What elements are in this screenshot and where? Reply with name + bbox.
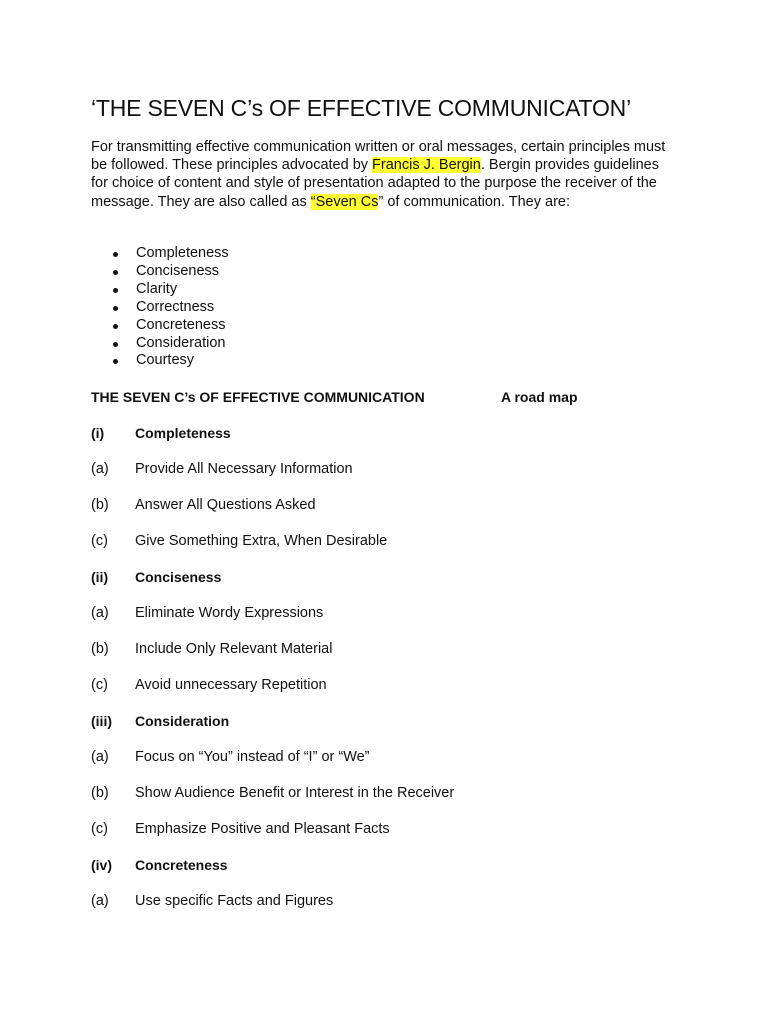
intro-text-part-3: ” of communication. They are: [378,193,571,210]
outline-text: Avoid unnecessary Repetition [135,677,327,693]
outline-text: Provide All Necessary Information [135,461,353,477]
outline-number: (b) [91,497,109,513]
highlight-seven-cs: “Seven Cs [310,193,379,210]
bullet-label: Clarity [136,280,178,297]
bullet-label: Conciseness [136,262,220,279]
bullet-item [91,352,229,370]
outline-text: Use specific Facts and Figures [135,893,334,909]
outline-number: (iv) [91,857,112,873]
bullet-dot-icon [113,288,118,293]
outline-number: (b) [91,641,109,657]
bullet-item [91,335,229,353]
bullet-label: Correctness [136,298,215,315]
outline-text: Focus on “You” instead of “I” or “We” [135,749,370,765]
bullet-item [91,281,229,299]
intro-text-part-2: . Bergin provides guidelines for choice of content and style of presentation adapted to the purpose the receiver of the message. They are also called as [91,157,659,210]
outline-text: Completeness [135,425,231,441]
bullet-label: Concreteness [136,316,226,333]
outline-text: Show Audience Benefit or Interest in the Receiver [135,785,455,801]
outline-text: Give Something Extra, When Desirable [135,533,388,549]
outline-number: (b) [91,785,109,801]
outline-number: (c) [91,677,108,693]
intro-text-part-1: For transmitting effective communication written or oral messages, certain principles must be followed. These principles advocated by [91,139,666,174]
outline-text: Concreteness [135,857,228,873]
roadmap-heading [91,388,578,406]
outline-number: (ii) [91,569,109,585]
bullet-label: Completeness [136,245,229,261]
bullet-dot-icon [113,270,118,275]
intro-paragraph [91,138,671,211]
outline-number: (a) [91,749,109,765]
bullet-dot-icon [113,359,118,364]
bullet-item [91,299,229,317]
bullet-dot-icon [113,306,118,311]
outline-text: Include Only Relevant Material [135,641,333,657]
outline-number: (iii) [91,713,112,729]
outline-text: Conciseness [135,569,222,585]
bullet-item [91,245,229,263]
outline-text: Eliminate Wordy Expressions [135,605,324,621]
outline-number: (a) [91,893,109,909]
outline-number: (a) [91,605,109,621]
outline-number: (i) [91,425,105,441]
roadmap-heading-subtitle: A road map [501,389,578,405]
roadmap-heading-title: THE SEVEN C’s OF EFFECTIVE COMMUNICATION [91,389,425,405]
outline-number: (c) [91,821,108,837]
bullet-label: Consideration [136,334,226,351]
outline-text: Answer All Questions Asked [135,497,316,513]
bullet-item [91,317,229,335]
bullet-dot-icon [113,324,118,329]
outline-number: (a) [91,461,109,477]
bullet-dot-icon [113,342,118,347]
bullet-dot-icon [113,252,118,257]
seven-cs-bullet-list [91,245,229,370]
bullet-item [91,263,229,281]
document-title: ‘THE SEVEN C’s OF EFFECTIVE COMMUNICATON’ [91,95,632,121]
highlight-author-name: Francis J. Bergin [372,157,481,174]
outline-number: (c) [91,533,108,549]
outline-text: Emphasize Positive and Pleasant Facts [135,821,390,837]
bullet-label: Courtesy [136,352,195,369]
outline-text: Consideration [135,713,230,729]
